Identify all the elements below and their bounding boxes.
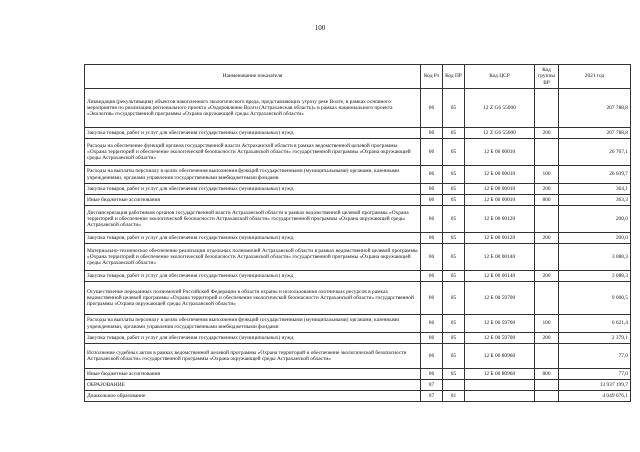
row-amount: 200,0 xyxy=(559,233,631,244)
row-pr: 05 xyxy=(443,195,465,206)
row-vr xyxy=(535,244,559,271)
table-row xyxy=(85,89,631,128)
row-name: Расходы на обеспечение функций органов государственной власти Астраханской области в рамках ведомственной целевой программы «Охрана территорий и обеспечение экологической безопасности Астраханской области» государственной программы «Охрана окружающей среды Астраханской области» xyxy=(85,139,421,166)
row-pr: 05 xyxy=(443,206,465,233)
row-pr: 05 xyxy=(443,315,465,333)
row-name: ОБРАЗОВАНИЕ xyxy=(85,380,421,391)
row-amount: 6 621,4 xyxy=(559,315,631,333)
row-vr xyxy=(535,380,559,391)
row-amount: 26 767,1 xyxy=(559,139,631,166)
table-row xyxy=(85,195,631,206)
row-csr: 12 Z G6 55000 xyxy=(465,89,535,128)
row-csr: 12 Б 00 00010 xyxy=(465,195,535,206)
row-rz: 06 xyxy=(421,369,443,380)
row-name: Закупка товаров, работ и услуг для обеспечения государственных (муниципальных) нужд xyxy=(85,233,421,244)
row-name: Материально-техническое обеспечение реализации отдельных полномочий Астраханской области в рамках ведомственной целевой программы «Охрана территорий и обеспечение экологической безопасности Астраханской области» государственной программы «Охрана окружающей среды Астраханской области» xyxy=(85,244,421,271)
row-csr: 12 Б 00 00140 xyxy=(465,271,535,282)
row-pr: 05 xyxy=(443,166,465,184)
row-csr: 12 Б 00 80960 xyxy=(465,344,535,369)
row-csr: 12 Б 00 00010 xyxy=(465,184,535,195)
row-rz: 06 xyxy=(421,166,443,184)
row-pr: 05 xyxy=(443,244,465,271)
header-pr: Код ПР xyxy=(443,65,465,89)
row-vr: 800 xyxy=(535,369,559,380)
row-amount: 77,0 xyxy=(559,344,631,369)
header-vr: Код группы ВР xyxy=(535,65,559,89)
header-rz: Код Рз xyxy=(421,65,443,89)
row-vr: 100 xyxy=(535,166,559,184)
row-pr: 05 xyxy=(443,128,465,139)
table-row xyxy=(85,233,631,244)
row-pr: 05 xyxy=(443,139,465,166)
row-amount: 3 088,3 xyxy=(559,271,631,282)
row-name: Закупка товаров, работ и услуг для обеспечения государственных (муниципальных) нужд xyxy=(85,333,421,344)
row-name: Исполнение судебных актов в рамках ведомственной целевой программы «Охрана территорий и обеспечение экологической безопасности Астраханской области» государственной программы «Охрана окружающей среды Астраханской области» xyxy=(85,344,421,369)
row-rz: 07 xyxy=(421,380,443,391)
row-name: Расходы на выплаты персоналу в целях обеспечения выполнения функций государственными (муниципальными) органами, казенными учреждениями, органами управления государственными внебюджетными фондами xyxy=(85,315,421,333)
row-amount: 3 088,3 xyxy=(559,244,631,271)
row-vr xyxy=(535,89,559,128)
row-name: Осуществление переданных полномочий Российской Федерации в области охраны и использования охотничьих ресурсов в рамках ведомственной целевой программы «Охрана территорий и обеспечение экологической безопасности Астраханской области» государственной программы «Охрана окружающей среды Астраханской области» xyxy=(85,282,421,315)
row-rz: 06 xyxy=(421,89,443,128)
row-pr: 05 xyxy=(443,89,465,128)
row-rz: 06 xyxy=(421,184,443,195)
table-row xyxy=(85,282,631,315)
table-row xyxy=(85,333,631,344)
row-pr: 05 xyxy=(443,333,465,344)
row-name: Иные бюджетные ассигнования xyxy=(85,195,421,206)
row-pr: 05 xyxy=(443,344,465,369)
row-name: Иные бюджетные ассигнования xyxy=(85,369,421,380)
row-vr xyxy=(535,344,559,369)
row-pr: 05 xyxy=(443,233,465,244)
row-csr: 12 Б 00 00120 xyxy=(465,233,535,244)
row-rz: 06 xyxy=(421,233,443,244)
row-name: Расходы на выплаты персоналу в целях обеспечения выполнения функций государственными (муниципальными) органами, казенными учреждениями, органами управления государственными внебюджетными фондами xyxy=(85,166,421,184)
row-rz: 06 xyxy=(421,244,443,271)
row-rz: 06 xyxy=(421,315,443,333)
row-csr: 12 Б 00 59700 xyxy=(465,315,535,333)
row-csr xyxy=(465,391,535,402)
page-number: 100 xyxy=(314,24,326,32)
row-amount: 77,0 xyxy=(559,369,631,380)
table-header-row xyxy=(85,65,631,89)
table-row xyxy=(85,369,631,380)
table-row xyxy=(85,166,631,184)
table-row xyxy=(85,271,631,282)
table-row xyxy=(85,244,631,271)
table-row xyxy=(85,344,631,369)
row-rz: 06 xyxy=(421,206,443,233)
row-vr xyxy=(535,391,559,402)
row-pr: 05 xyxy=(443,184,465,195)
row-amount: 2 379,1 xyxy=(559,333,631,344)
row-amount: 9 000,5 xyxy=(559,282,631,315)
row-pr: 05 xyxy=(443,282,465,315)
row-vr: 200 xyxy=(535,233,559,244)
table-row xyxy=(85,315,631,333)
row-rz: 06 xyxy=(421,128,443,139)
row-rz: 06 xyxy=(421,344,443,369)
row-pr: 01 xyxy=(443,391,465,402)
row-amount: 207 788,8 xyxy=(559,128,631,139)
row-amount: 207 788,8 xyxy=(559,89,631,128)
row-vr: 200 xyxy=(535,333,559,344)
row-rz: 06 xyxy=(421,195,443,206)
row-amount: 26 039,7 xyxy=(559,166,631,184)
table-row xyxy=(85,128,631,139)
row-rz: 06 xyxy=(421,271,443,282)
table-row xyxy=(85,139,631,166)
row-name: Ликвидация (рекультивация) объектов накопленного экологического вреда, представляющих угрозу реке Волге, в рамках основного мероприятия по реализации регионального проекта «Оздоровление Волги (Астраханская область)» в рамках национального проекта «Экология» государственной программы «Охрана окружающей среды Астраханской области» xyxy=(85,89,421,128)
row-amount: 4 049 076,1 xyxy=(559,391,631,402)
row-vr xyxy=(535,282,559,315)
row-name: Диспансеризация работников органов государственной власти Астраханской области в рамках ведомственной целевой программы «Охрана территорий и обеспечение экологической безопасности Астраханской области» государственной программы «Охрана окружающей среды Астраханской области» xyxy=(85,206,421,233)
row-vr: 200 xyxy=(535,271,559,282)
row-vr: 100 xyxy=(535,315,559,333)
row-vr: 200 xyxy=(535,128,559,139)
row-rz: 07 xyxy=(421,391,443,402)
row-pr: 05 xyxy=(443,369,465,380)
row-name: Закупка товаров, работ и услуг для обеспечения государственных (муниципальных) нужд xyxy=(85,128,421,139)
row-rz: 06 xyxy=(421,282,443,315)
row-name: Закупка товаров, работ и услуг для обеспечения государственных (муниципальных) нужд xyxy=(85,184,421,195)
header-year: 2021 год xyxy=(559,65,631,89)
row-rz: 06 xyxy=(421,333,443,344)
row-amount: 364,1 xyxy=(559,184,631,195)
row-pr: 05 xyxy=(443,271,465,282)
row-vr: 200 xyxy=(535,184,559,195)
row-csr: 12 Б 00 59700 xyxy=(465,333,535,344)
row-amount: 363,3 xyxy=(559,195,631,206)
row-csr: 12 Б 00 59700 xyxy=(465,282,535,315)
row-pr xyxy=(443,380,465,391)
row-name: Дошкольное образование xyxy=(85,391,421,402)
row-vr xyxy=(535,206,559,233)
row-csr: 12 Б 00 80960 xyxy=(465,369,535,380)
header-csr: Код ЦСР xyxy=(465,65,535,89)
row-csr: 12 Б 00 00010 xyxy=(465,139,535,166)
table-row xyxy=(85,206,631,233)
header-name: Наименование показателя xyxy=(85,65,421,89)
table-row xyxy=(85,380,631,391)
row-rz: 06 xyxy=(421,139,443,166)
row-amount: 200,0 xyxy=(559,206,631,233)
table-row xyxy=(85,184,631,195)
row-csr: 12 Z G6 55000 xyxy=(465,128,535,139)
row-csr: 12 Б 00 00120 xyxy=(465,206,535,233)
row-csr: 12 Б 00 00140 xyxy=(465,244,535,271)
row-vr: 800 xyxy=(535,195,559,206)
row-amount: 13 937 199,7 xyxy=(559,380,631,391)
row-name: Закупка товаров, работ и услуг для обеспечения государственных (муниципальных) нужд xyxy=(85,271,421,282)
row-vr xyxy=(535,139,559,166)
row-csr: 12 Б 00 00010 xyxy=(465,166,535,184)
row-csr xyxy=(465,380,535,391)
budget-table xyxy=(84,64,631,402)
table-row xyxy=(85,391,631,402)
